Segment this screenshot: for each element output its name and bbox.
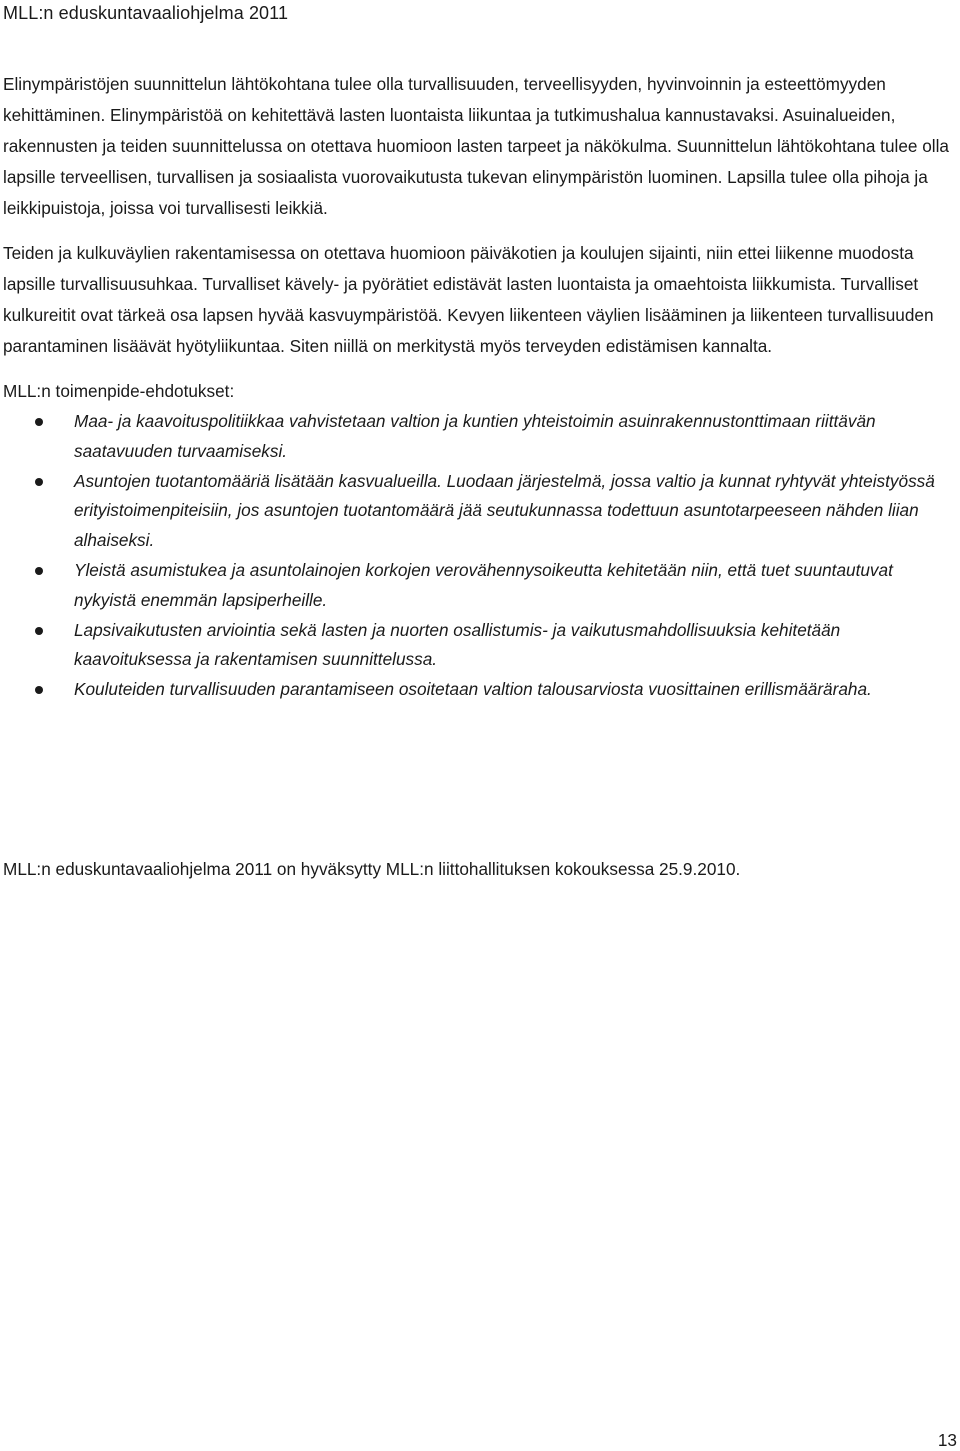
page-number: 13 (937, 1430, 957, 1450)
list-item (3, 407, 953, 467)
bullet-icon (35, 627, 43, 635)
list-item-text: Kouluteiden turvallisuuden parantamiseen osoitetaan valtion talousarviosta vuosittainen erillismääräraha. (74, 679, 872, 700)
list-item (3, 467, 953, 556)
list-item (3, 675, 953, 705)
list-item-text: Yleistä asumistukea ja asuntolainojen korkojen verovähennysoikeutta kehitetään niin, että tuet suuntautuvat nykyistä enemmän lapsiperheille. (74, 559, 893, 610)
page-header-title: MLL:n eduskuntavaaliohjelma 2011 (3, 3, 289, 23)
list-item-text: Asuntojen tuotantomääriä lisätään kasvualueilla. Luodaan järjestelmä, jossa valtio ja kunnat ryhtyvät yhteistyössä erityistoimenpiteisiin, jos asuntojen tuotantomäärä jää seutukunnassa todettuun asuntotarpeeseen nähden liian alhaiseksi. (74, 470, 935, 551)
bullet-icon (35, 418, 43, 426)
list-item (3, 616, 953, 676)
actions-heading: MLL:n toimenpide-ehdotukset: (3, 381, 235, 401)
bullet-icon (35, 686, 43, 694)
document-body (3, 69, 953, 705)
bullet-icon (35, 567, 43, 575)
list-item (3, 556, 953, 616)
paragraph-living-environments: Elinympäristöjen suunnittelun lähtökohtana tulee olla turvallisuuden, terveellisyyden, hyvinvoinnin ja esteettömyyden kehittäminen. Elinympäristöä on kehitettävä lasten luontaista liikuntaa ja tutkimushalua kannustavaksi. Asuinalueiden, rakennusten ja teiden suunnittelussa on otettava huomioon lasten tarpeet ja näkökulma. Suunnittelun lähtökohtana tulee olla lapsille terveellisen, turvallisen ja sosiaalista vuorovaikutusta tukevan elinympäristön luominen. Lapsilla tulee olla pihoja ja leikkipuistoja, joissa voi turvallisesti leikkiä. (3, 74, 949, 218)
paragraph-traffic-routes: Teiden ja kulkuväylien rakentamisessa on otettava huomioon päiväkotien ja koulujen sijainti, niin ettei liikenne muodosta lapsille turvallisuusuhkaa. Turvalliset kävely- ja pyörätiet edistävät lasten luontaista ja omaehtoista liikkumista. Turvalliset kulkureitit ovat tärkeä osa lapsen hyvää kasvuympäristöä. Kevyen liikenteen väylien lisääminen ja liikenteen turvallisuuden parantaminen lisäävät hyötyliikuntaa. Siten niillä on merkitystä myös terveyden edistämisen kannalta. (3, 243, 934, 356)
bullet-icon (35, 478, 43, 486)
actions-list (3, 407, 953, 705)
list-item-text: Lapsivaikutusten arviointia sekä lasten ja nuorten osallistumis- ja vaikutusmahdollisuuksia kehitetään kaavoituksessa ja rakentamisen suunnittelussa. (74, 619, 841, 670)
approval-note: MLL:n eduskuntavaaliohjelma 2011 on hyväksytty MLL:n liittohallituksen kokouksessa 25.9.2010. (3, 859, 741, 879)
list-item-text: Maa- ja kaavoituspolitiikkaa vahvistetaan valtion ja kuntien yhteistoimin asuinrakennustonttimaan riittävän saatavuuden turvaamiseksi. (74, 411, 876, 461)
